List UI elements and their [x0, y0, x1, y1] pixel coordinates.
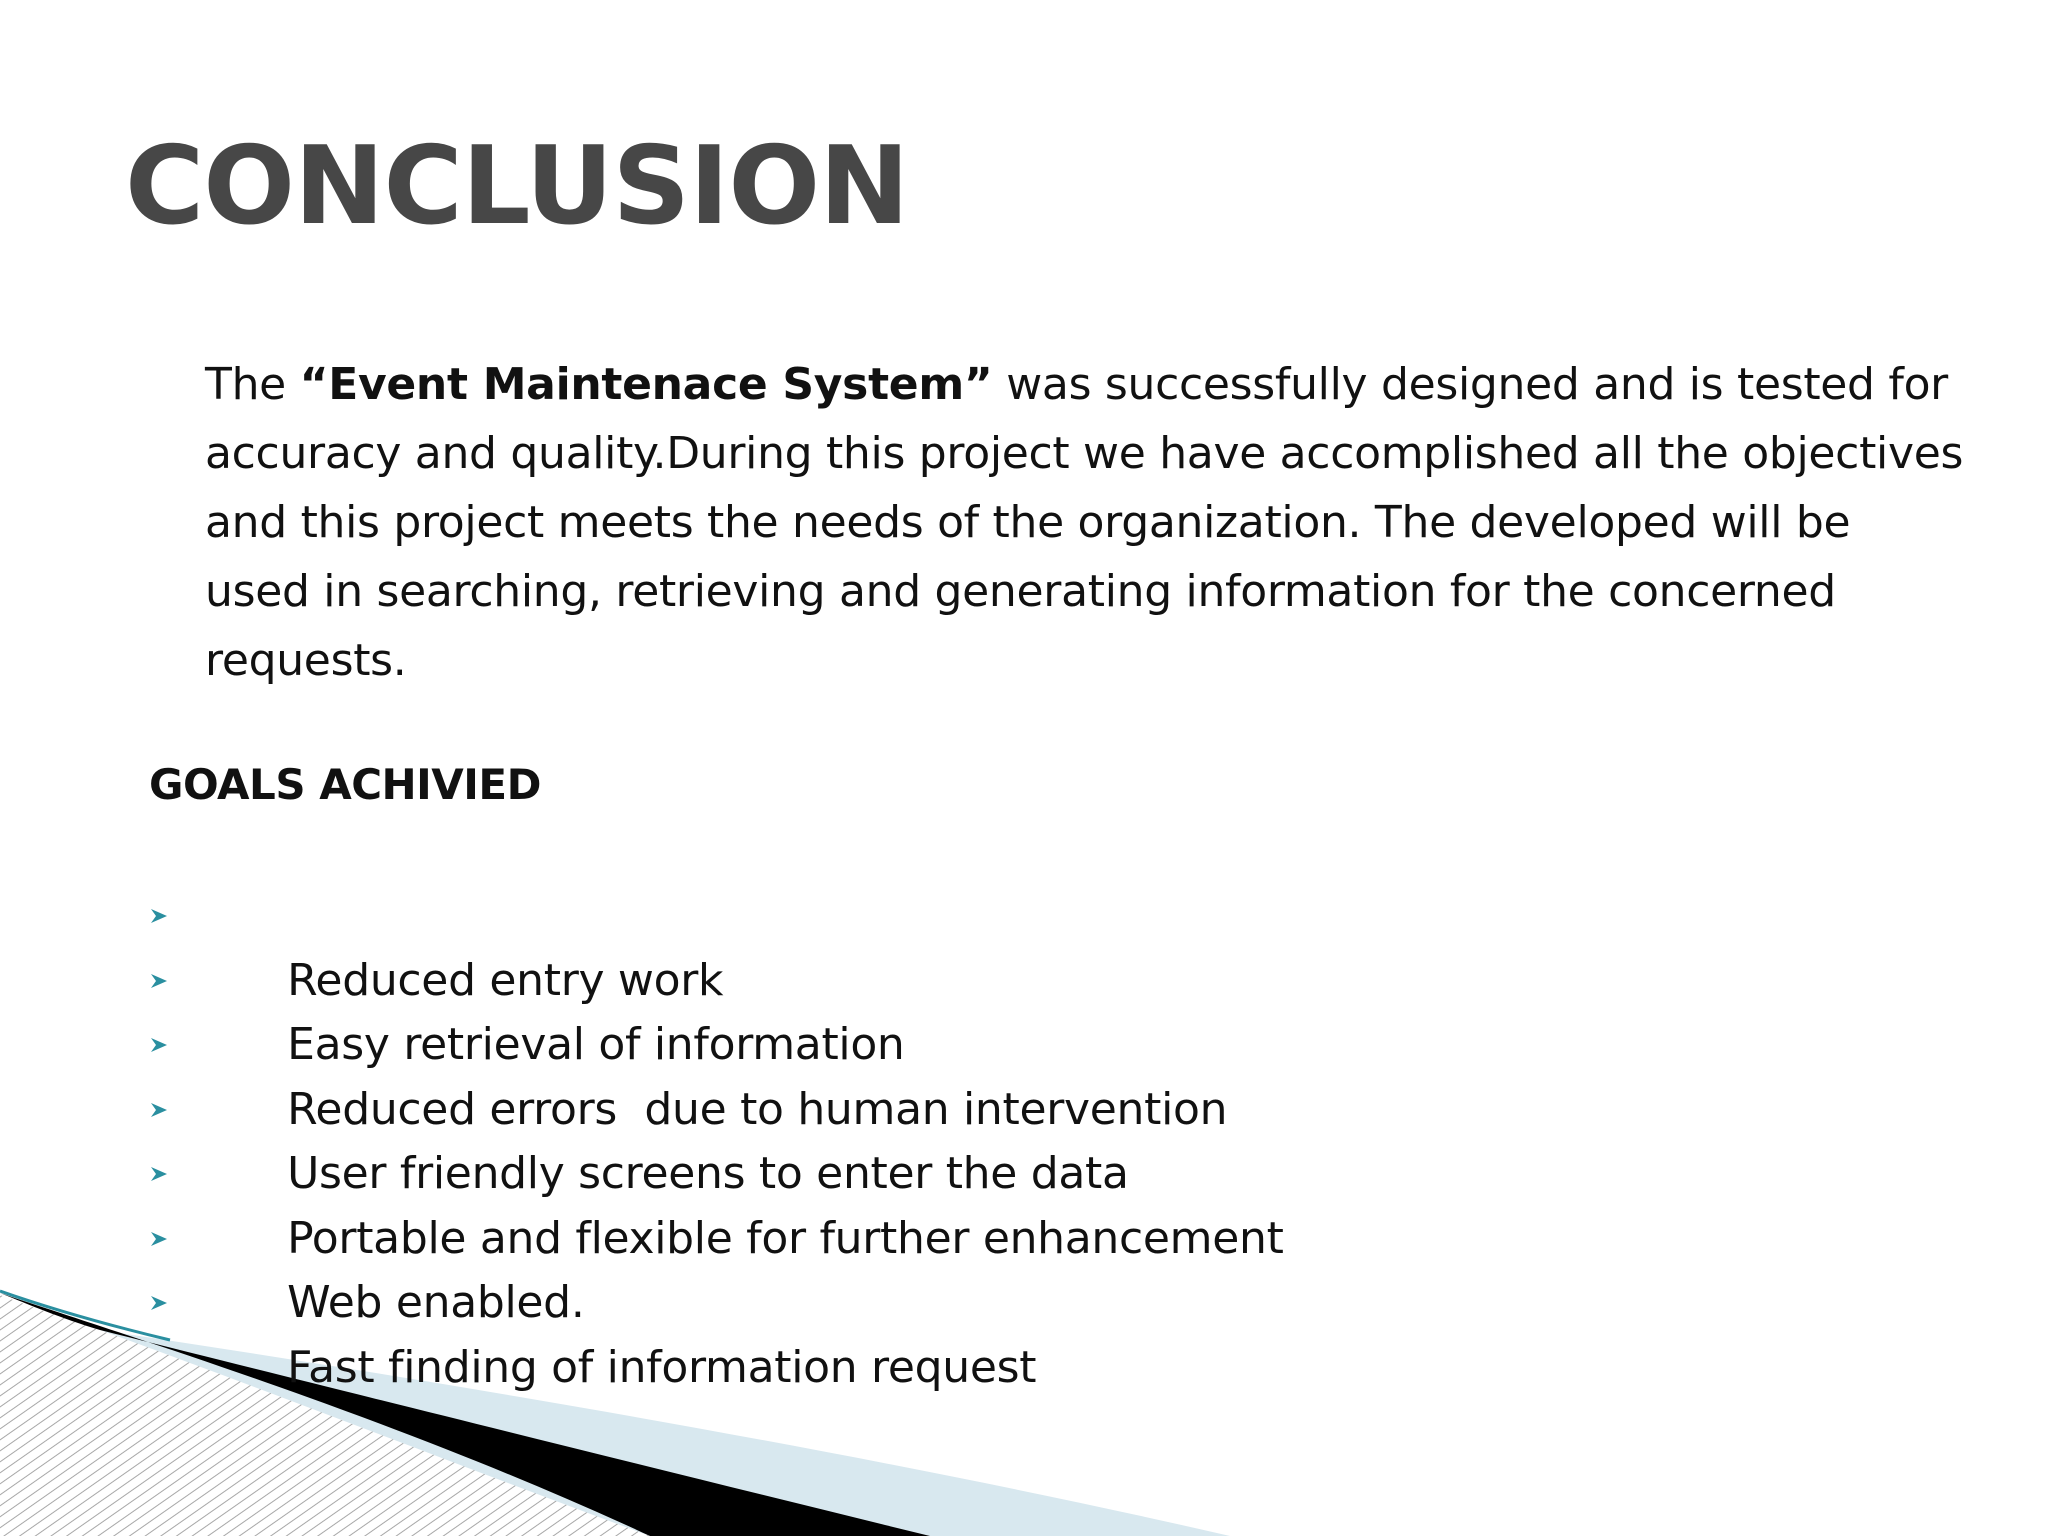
goal-item-label: Easy retrieval of information: [287, 1019, 905, 1070]
arrowhead-bullet-icon: [149, 1100, 169, 1120]
goal-item: [149, 884, 1284, 1006]
goal-item-label: Portable and flexible for further enhancement: [287, 1212, 1284, 1264]
goal-item-label: Reduced entry work: [287, 954, 724, 1006]
arrowhead-bullet-icon: [149, 1164, 169, 1184]
slide-title: CONCLUSION: [125, 124, 909, 249]
goal-item-label: User friendly screens to enter the data: [287, 1148, 1129, 1199]
goal-item: [149, 1013, 1284, 1135]
goal-item-label: Reduced errors due to human intervention: [287, 1083, 1228, 1135]
intro-paragraph: [205, 350, 1965, 695]
goal-item: [149, 949, 1284, 1070]
goal-item: [149, 1271, 1284, 1393]
system-name: “Event Maintenace System”: [299, 359, 993, 410]
arrowhead-bullet-icon: [149, 1229, 169, 1249]
arrowhead-bullet-icon: [149, 1293, 169, 1313]
goal-item: [149, 1142, 1284, 1264]
arrowhead-bullet-icon: [149, 1035, 169, 1055]
goal-item-label: Web enabled.: [287, 1277, 585, 1328]
goals-heading: GOALS ACHIVIED: [149, 760, 541, 809]
goal-item: [149, 1207, 1284, 1328]
goal-item-label: Fast finding of information request: [287, 1341, 1037, 1393]
intro-prefix: The: [205, 359, 300, 410]
arrowhead-bullet-icon: [149, 971, 169, 991]
intro-body: was successfully designed and is tested for accuracy and quality.During this project we have accomplished all the objectives and this project meets the needs of the organization. The developed will be used in searching, retrieving and generating information for the concerned requests.: [205, 359, 1964, 686]
goal-item: [149, 1078, 1284, 1199]
goals-list: [149, 884, 1284, 1393]
arrowhead-bullet-icon: [149, 906, 169, 926]
